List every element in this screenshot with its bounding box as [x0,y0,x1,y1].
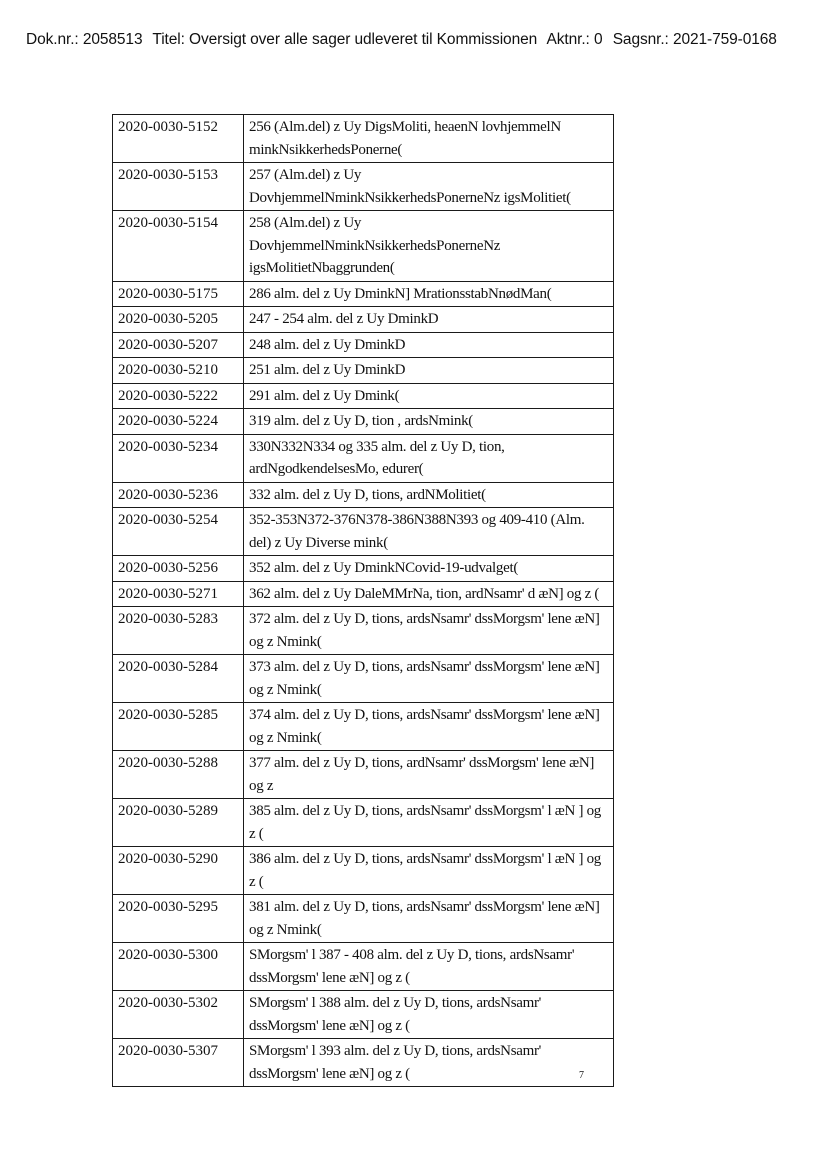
table-row [113,556,614,582]
cases-table [112,114,614,1087]
case-number-cell: 2020-0030-5224 [113,409,244,435]
table-row [113,383,614,409]
table-row [113,307,614,333]
table-row [113,799,614,847]
case-subject-cell: SMorgsm' l 393 alm. del z Uy D, tions, ardsNsamr' dssMorgsm' lene æN] og z ( [244,1039,614,1087]
case-number-cell: 2020-0030-5307 [113,1039,244,1087]
table-row [113,991,614,1039]
case-subject-cell: 352 alm. del z Uy DminkNCovid-19-udvalget( [244,556,614,582]
case-number-cell: 2020-0030-5205 [113,307,244,333]
case-number-cell: 2020-0030-5285 [113,703,244,751]
case-number-cell: 2020-0030-5236 [113,482,244,508]
case-subject-cell: 291 alm. del z Uy Dmink( [244,383,614,409]
case-subject-cell: 319 alm. del z Uy D, tion , ardsNmink( [244,409,614,435]
table-row [113,655,614,703]
table-row [113,1039,614,1087]
table-row [113,358,614,384]
case-subject-cell: 372 alm. del z Uy D, tions, ardsNsamr' dssMorgsm' lene æN] og z Nmink( [244,607,614,655]
case-subject-cell: 385 alm. del z Uy D, tions, ardsNsamr' dssMorgsm' l æN ] og z ( [244,799,614,847]
case-subject-cell: 332 alm. del z Uy D, tions, ardNMolitiet( [244,482,614,508]
table-row [113,409,614,435]
case-subject-cell: SMorgsm' l 388 alm. del z Uy D, tions, ardsNsamr' dssMorgsm' lene æN] og z ( [244,991,614,1039]
case-subject-cell: 256 (Alm.del) z Uy DigsMoliti, heaenN lovhjemmelN minkNsikkerhedsPonerne( [244,115,614,163]
case-number-cell: 2020-0030-5254 [113,508,244,556]
table-row [113,434,614,482]
act-number: Aktnr.: 0 [546,31,603,48]
cases-table-body [113,115,614,1087]
case-number-cell: 2020-0030-5290 [113,847,244,895]
case-number-cell: 2020-0030-5289 [113,799,244,847]
case-number-cell: 2020-0030-5295 [113,895,244,943]
table-row [113,943,614,991]
table-row [113,281,614,307]
table-row [113,703,614,751]
case-subject-cell: 286 alm. del z Uy DminkN] MrationsstabNnødMan( [244,281,614,307]
table-row [113,847,614,895]
table-row [113,607,614,655]
case-number-cell: 2020-0030-5284 [113,655,244,703]
case-number-cell: 2020-0030-5302 [113,991,244,1039]
case-subject-cell: 248 alm. del z Uy DminkD [244,332,614,358]
table-row [113,163,614,211]
case-subject-cell: 373 alm. del z Uy D, tions, ardsNsamr' dssMorgsm' lene æN] og z Nmink( [244,655,614,703]
case-number-cell: 2020-0030-5153 [113,163,244,211]
case-number-cell: 2020-0030-5175 [113,281,244,307]
case-subject-cell: 362 alm. del z Uy DaleMMrNa, tion, ardNsamr' d æN] og z ( [244,581,614,607]
table-row [113,895,614,943]
table-row [113,751,614,799]
case-subject-cell: 352-353N372-376N378-386N388N393 og 409-410 (Alm. del) z Uy Diverse mink( [244,508,614,556]
table-row [113,508,614,556]
case-number-cell: 2020-0030-5271 [113,581,244,607]
case-subject-cell: 374 alm. del z Uy D, tions, ardsNsamr' dssMorgsm' lene æN] og z Nmink( [244,703,614,751]
table-row [113,332,614,358]
table-row [113,482,614,508]
case-subject-cell: 377 alm. del z Uy D, tions, ardNsamr' dssMorgsm' lene æN] og z [244,751,614,799]
case-subject-cell: 381 alm. del z Uy D, tions, ardsNsamr' dssMorgsm' lene æN] og z Nmink( [244,895,614,943]
case-subject-cell: 257 (Alm.del) z Uy DovhjemmelNminkNsikkerhedsPonerneNz igsMolitiet( [244,163,614,211]
table-row [113,211,614,282]
case-number-cell: 2020-0030-5234 [113,434,244,482]
page-number: 7 [579,1070,584,1081]
document-title: Titel: Oversigt over alle sager udleveret til Kommissionen [152,31,538,48]
case-subject-cell: 251 alm. del z Uy DminkD [244,358,614,384]
case-subject-cell: SMorgsm' l 387 - 408 alm. del z Uy D, tions, ardsNsamr' dssMorgsm' lene æN] og z ( [244,943,614,991]
case-number-cell: 2020-0030-5256 [113,556,244,582]
case-number-cell: 2020-0030-5154 [113,211,244,282]
case-number-cell: 2020-0030-5283 [113,607,244,655]
table-row [113,581,614,607]
case-number-cell: 2020-0030-5300 [113,943,244,991]
case-number-cell: 2020-0030-5207 [113,332,244,358]
document-number: Dok.nr.: 2058513 [26,31,143,48]
case-subject-cell: 330N332N334 og 335 alm. del z Uy D, tion, ardNgodkendelsesMo, edurer( [244,434,614,482]
case-subject-cell: 258 (Alm.del) z Uy DovhjemmelNminkNsikkerhedsPonerneNz igsMolitietNbaggrunden( [244,211,614,282]
case-number: Sagsnr.: 2021-759-0168 [612,31,777,48]
case-number-cell: 2020-0030-5222 [113,383,244,409]
case-number-cell: 2020-0030-5288 [113,751,244,799]
case-number-cell: 2020-0030-5210 [113,358,244,384]
case-subject-cell: 386 alm. del z Uy D, tions, ardsNsamr' dssMorgsm' l æN ] og z ( [244,847,614,895]
table-row [113,115,614,163]
case-number-cell: 2020-0030-5152 [113,115,244,163]
case-subject-cell: 247 - 254 alm. del z Uy DminkD [244,307,614,333]
document-header [26,31,783,49]
